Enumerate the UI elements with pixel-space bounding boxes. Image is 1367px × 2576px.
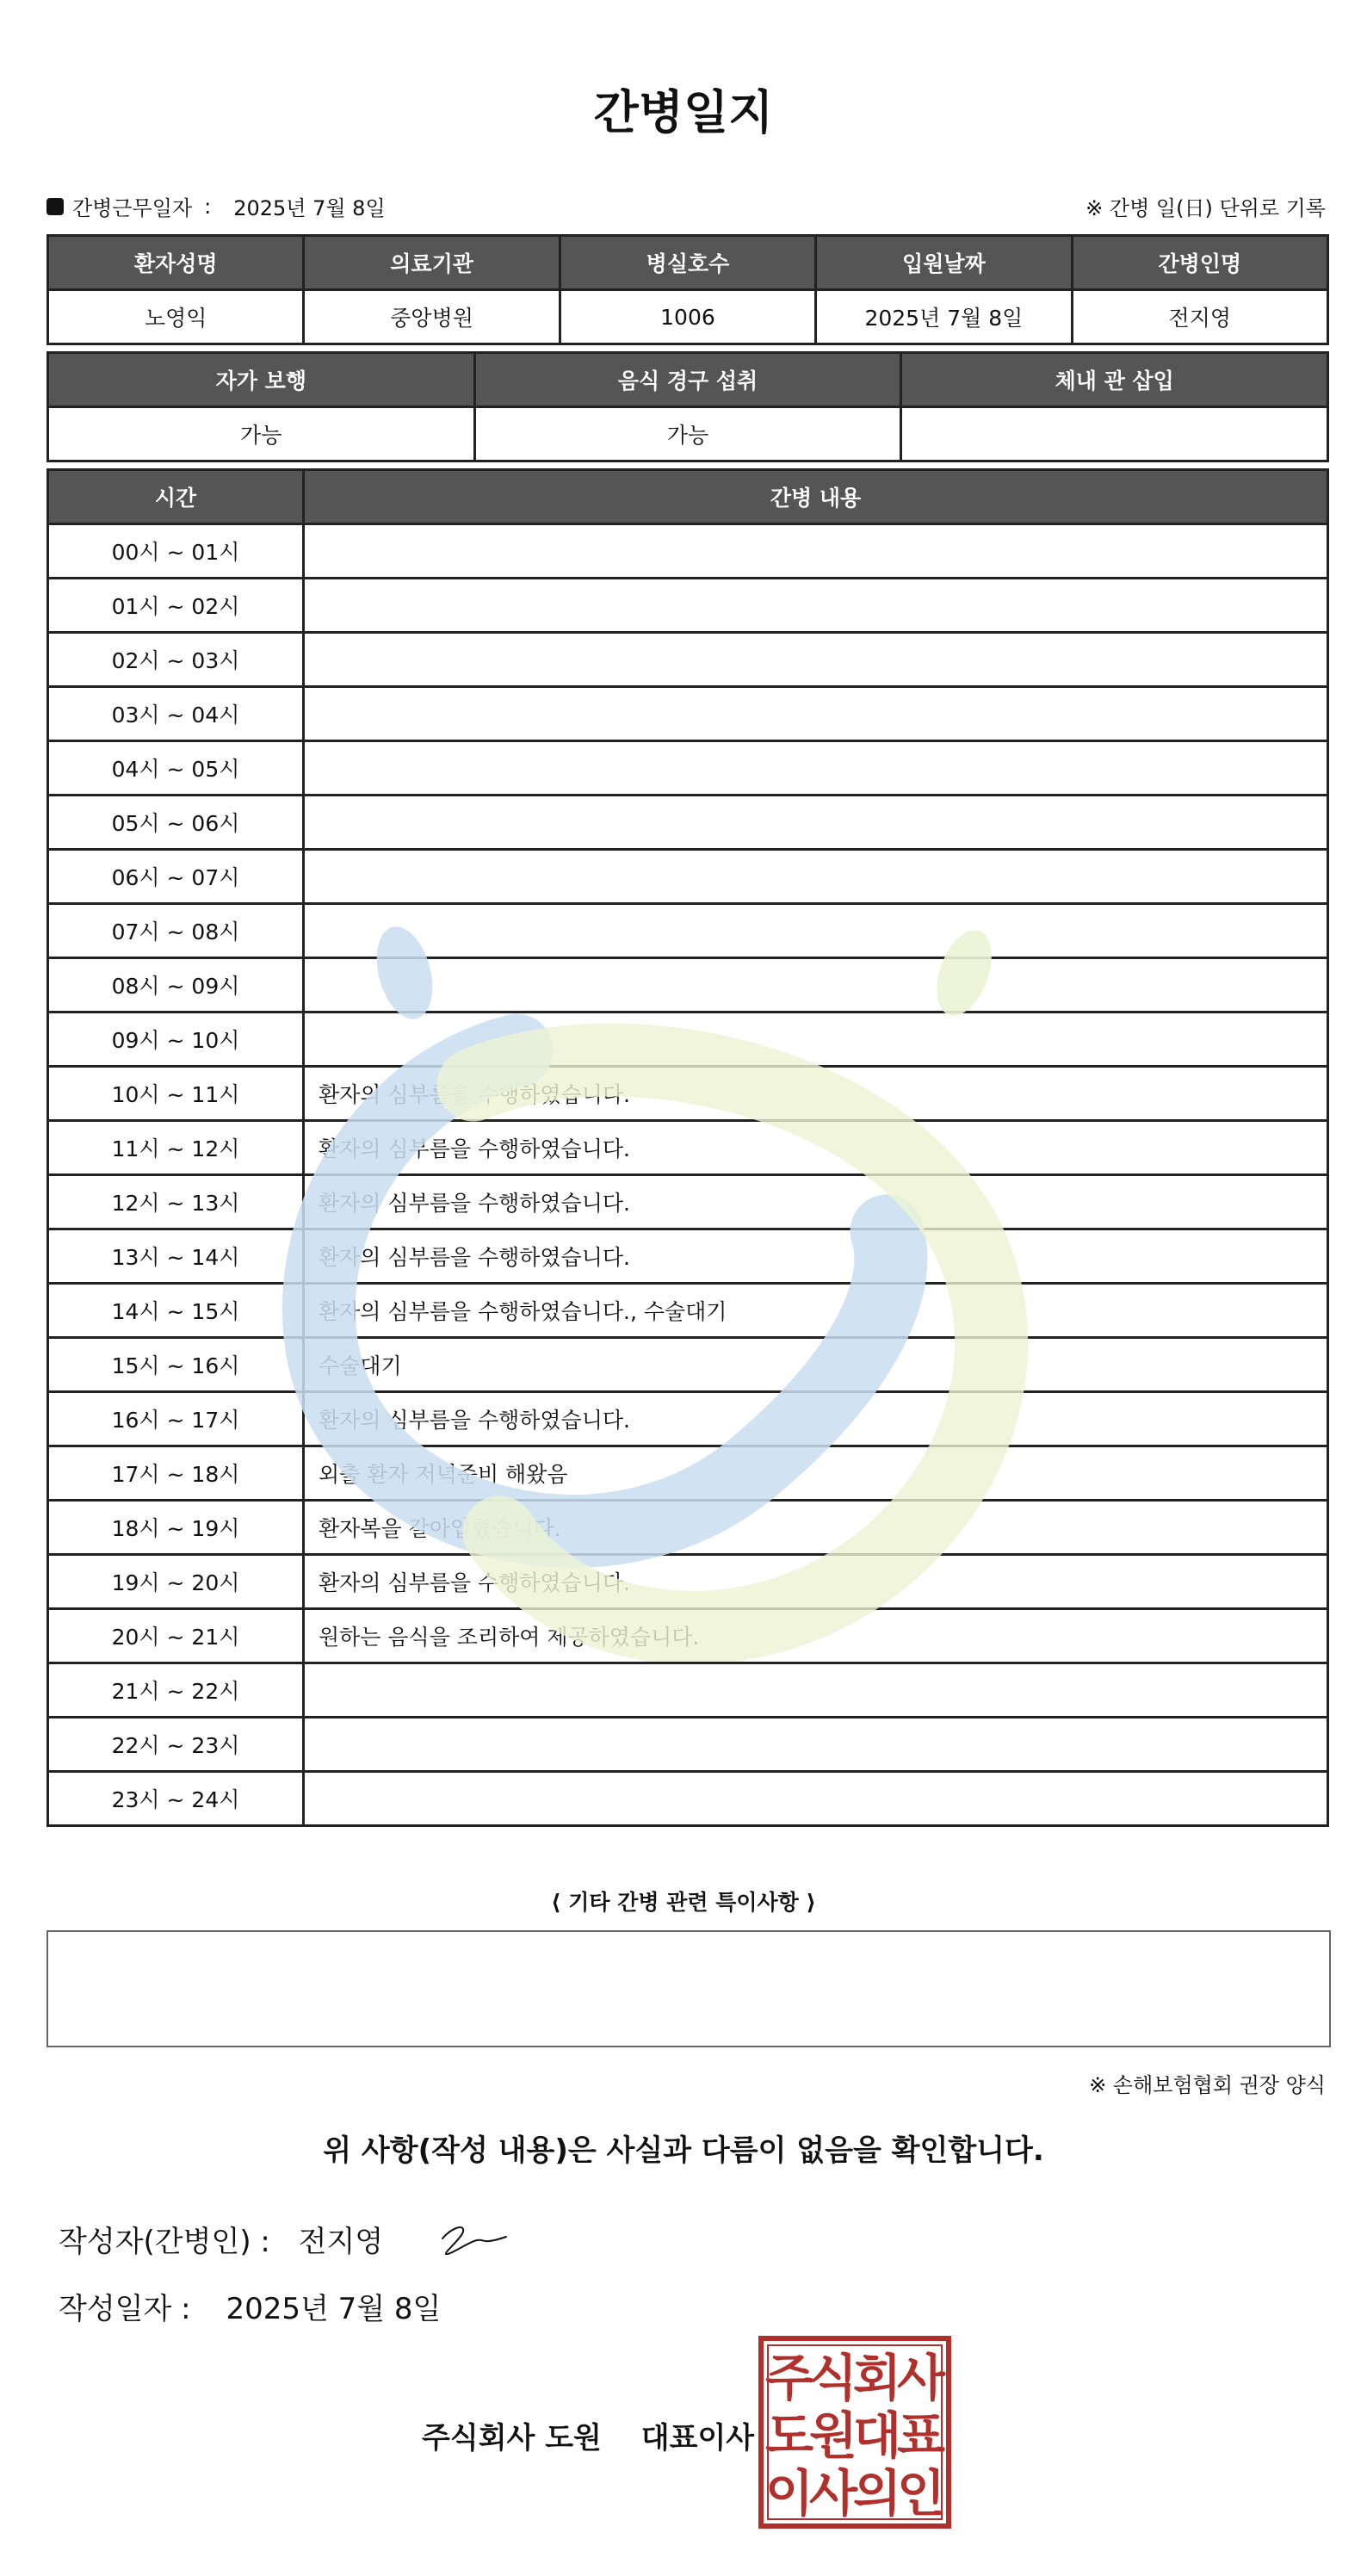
- patient-info-table: [46, 234, 1329, 345]
- insurance-association-note: ※ 손해보험협회 권장 양식: [1089, 2073, 1326, 2097]
- header-time: 시간: [48, 470, 304, 524]
- log-time-cell: 08시 ~ 09시: [48, 958, 304, 1012]
- seal-character: 사: [808, 2464, 858, 2523]
- hospital-value: 중앙병원: [304, 290, 560, 344]
- log-content-cell: [304, 633, 1328, 687]
- header-self-walking: 자가 보행: [48, 353, 475, 407]
- log-row: [48, 1555, 1328, 1609]
- log-content-cell: [304, 1012, 1328, 1067]
- log-time-cell: 18시 ~ 19시: [48, 1501, 304, 1555]
- header-patient-name: 환자성명: [48, 236, 304, 290]
- patient-status-table: [46, 351, 1329, 462]
- seal-character: 의: [852, 2464, 902, 2523]
- log-row: [48, 1663, 1328, 1718]
- header-care-content: 간병 내용: [304, 470, 1328, 524]
- other-notes-heading: ⟨ 기타 간병 관련 특이사항 ⟩: [551, 1890, 816, 1915]
- seal-character: 이: [764, 2464, 814, 2523]
- log-content-cell: [304, 1663, 1328, 1718]
- room-number-value: 1006: [560, 290, 815, 344]
- log-time-cell: 20시 ~ 21시: [48, 1609, 304, 1663]
- log-row: [48, 1772, 1328, 1826]
- other-notes-box: [46, 1930, 1331, 2047]
- log-row: [48, 796, 1328, 850]
- log-time-cell: 22시 ~ 23시: [48, 1718, 304, 1772]
- header-hospital: 의료기관: [304, 236, 560, 290]
- log-row: [48, 1012, 1328, 1067]
- log-content-cell: 환자의 심부름을 수행하였습니다.: [304, 1175, 1328, 1229]
- seal-character: 주: [764, 2349, 814, 2407]
- seal-character: 대: [852, 2406, 902, 2465]
- log-row: [48, 741, 1328, 796]
- log-time-cell: 01시 ~ 02시: [48, 579, 304, 633]
- log-time-cell: 19시 ~ 20시: [48, 1555, 304, 1609]
- representative-title: 대표이사: [640, 2421, 755, 2455]
- log-content-cell: [304, 1772, 1328, 1826]
- log-row: [48, 1501, 1328, 1555]
- log-content-cell: 환자의 심부름을 수행하였습니다.: [304, 1067, 1328, 1121]
- seal-character: 사: [896, 2349, 946, 2407]
- record-unit-note: ※ 간병 일(日) 단위로 기록: [1086, 196, 1326, 220]
- log-content-cell: 외출 환자 저녁준비 해왔음: [304, 1446, 1328, 1501]
- seal-character: 인: [896, 2464, 946, 2523]
- log-time-cell: 05시 ~ 06시: [48, 796, 304, 850]
- log-content-cell: [304, 524, 1328, 579]
- work-date-label: 간병근무일자: [72, 196, 193, 220]
- written-date-row: [59, 2285, 441, 2327]
- log-row: [48, 524, 1328, 579]
- log-content-cell: 환자의 심부름을 수행하였습니다.: [304, 1121, 1328, 1175]
- handwritten-signature: [439, 2220, 508, 2261]
- log-time-cell: 03시 ~ 04시: [48, 687, 304, 741]
- log-row: [48, 1338, 1328, 1392]
- log-time-cell: 12시 ~ 13시: [48, 1175, 304, 1229]
- log-row: [48, 1718, 1328, 1772]
- log-row: [48, 579, 1328, 633]
- log-time-cell: 13시 ~ 14시: [48, 1229, 304, 1284]
- patient-info-value-row: [48, 290, 1328, 344]
- log-time-cell: 04시 ~ 05시: [48, 741, 304, 796]
- log-time-cell: 17시 ~ 18시: [48, 1446, 304, 1501]
- log-row: [48, 1121, 1328, 1175]
- bullet-square-icon: [46, 198, 64, 215]
- log-header-row: [48, 470, 1328, 524]
- log-time-cell: 14시 ~ 15시: [48, 1284, 304, 1338]
- patient-name-value: 노영익: [48, 290, 304, 344]
- company-name: 주식회사 도원: [422, 2421, 602, 2455]
- caregiver-name-value: 전지영: [1072, 290, 1327, 344]
- log-time-cell: 10시 ~ 11시: [48, 1067, 304, 1121]
- log-row: [48, 1392, 1328, 1446]
- header-admission-date: 입원날짜: [816, 236, 1072, 290]
- tube-insertion-value: [901, 407, 1328, 461]
- log-row: [48, 1609, 1328, 1663]
- oral-intake-value: 가능: [474, 407, 901, 461]
- patient-status-header-row: [48, 353, 1328, 407]
- log-content-cell: [304, 958, 1328, 1012]
- log-row: [48, 1067, 1328, 1121]
- writer-name: 전지영: [298, 2225, 384, 2259]
- seal-character: 도: [764, 2406, 814, 2465]
- log-content-cell: [304, 796, 1328, 850]
- work-date-line: [46, 191, 386, 221]
- log-content-cell: [304, 850, 1328, 904]
- log-row: [48, 850, 1328, 904]
- self-walking-value: 가능: [48, 407, 475, 461]
- log-row: [48, 687, 1328, 741]
- work-date-separator: :: [204, 194, 212, 219]
- writer-label: 작성자(간병인) :: [59, 2225, 270, 2259]
- log-row: [48, 904, 1328, 958]
- log-content-cell: 환자의 심부름을 수행하였습니다., 수술대기: [304, 1284, 1328, 1338]
- log-time-cell: 06시 ~ 07시: [48, 850, 304, 904]
- log-time-cell: 21시 ~ 22시: [48, 1663, 304, 1718]
- log-content-cell: [304, 904, 1328, 958]
- company-signature-line: [422, 2414, 754, 2456]
- log-time-cell: 15시 ~ 16시: [48, 1338, 304, 1392]
- seal-character: 원: [808, 2406, 858, 2465]
- log-content-cell: [304, 687, 1328, 741]
- document-title: 간병일지: [593, 85, 774, 139]
- patient-info-header-row: [48, 236, 1328, 290]
- log-content-cell: [304, 741, 1328, 796]
- written-date-label: 작성일자 :: [59, 2292, 191, 2326]
- log-row: [48, 958, 1328, 1012]
- company-seal-stamp: [758, 2335, 952, 2530]
- log-content-cell: [304, 1718, 1328, 1772]
- log-time-cell: 02시 ~ 03시: [48, 633, 304, 687]
- log-time-cell: 07시 ~ 08시: [48, 904, 304, 958]
- log-content-cell: 환자의 심부름을 수행하였습니다.: [304, 1392, 1328, 1446]
- writer-row: [59, 2218, 383, 2260]
- log-row: [48, 633, 1328, 687]
- header-tube-insertion: 체내 관 삽입: [901, 353, 1328, 407]
- header-caregiver-name: 간병인명: [1072, 236, 1327, 290]
- log-row: [48, 1175, 1328, 1229]
- log-content-cell: 환자의 심부름을 수행하였습니다.: [304, 1555, 1328, 1609]
- log-row: [48, 1284, 1328, 1338]
- log-content-cell: 수술대기: [304, 1338, 1328, 1392]
- log-content-cell: 원하는 음식을 조리하여 제공하였습니다.: [304, 1609, 1328, 1663]
- header-room-number: 병실호수: [560, 236, 815, 290]
- confirmation-statement: 위 사항(작성 내용)은 사실과 다름이 없음을 확인합니다.: [323, 2133, 1044, 2168]
- admission-date-value: 2025년 7월 8일: [816, 290, 1072, 344]
- log-row: [48, 1446, 1328, 1501]
- log-content-cell: 환자복을 갈아입혔습니다.: [304, 1501, 1328, 1555]
- hourly-care-log-table: [46, 468, 1329, 1827]
- log-time-cell: 11시 ~ 12시: [48, 1121, 304, 1175]
- patient-status-value-row: [48, 407, 1328, 461]
- log-content-cell: 환자의 심부름을 수행하였습니다.: [304, 1229, 1328, 1284]
- work-date-value: 2025년 7월 8일: [233, 196, 386, 220]
- seal-character: 회: [852, 2349, 902, 2407]
- log-time-cell: 00시 ~ 01시: [48, 524, 304, 579]
- seal-character: 식: [808, 2349, 858, 2407]
- log-time-cell: 16시 ~ 17시: [48, 1392, 304, 1446]
- log-time-cell: 09시 ~ 10시: [48, 1012, 304, 1067]
- log-content-cell: [304, 579, 1328, 633]
- log-row: [48, 1229, 1328, 1284]
- log-time-cell: 23시 ~ 24시: [48, 1772, 304, 1826]
- written-date-value: 2025년 7월 8일: [226, 2292, 442, 2326]
- header-oral-intake: 음식 경구 섭취: [474, 353, 901, 407]
- seal-character: 표: [896, 2406, 946, 2465]
